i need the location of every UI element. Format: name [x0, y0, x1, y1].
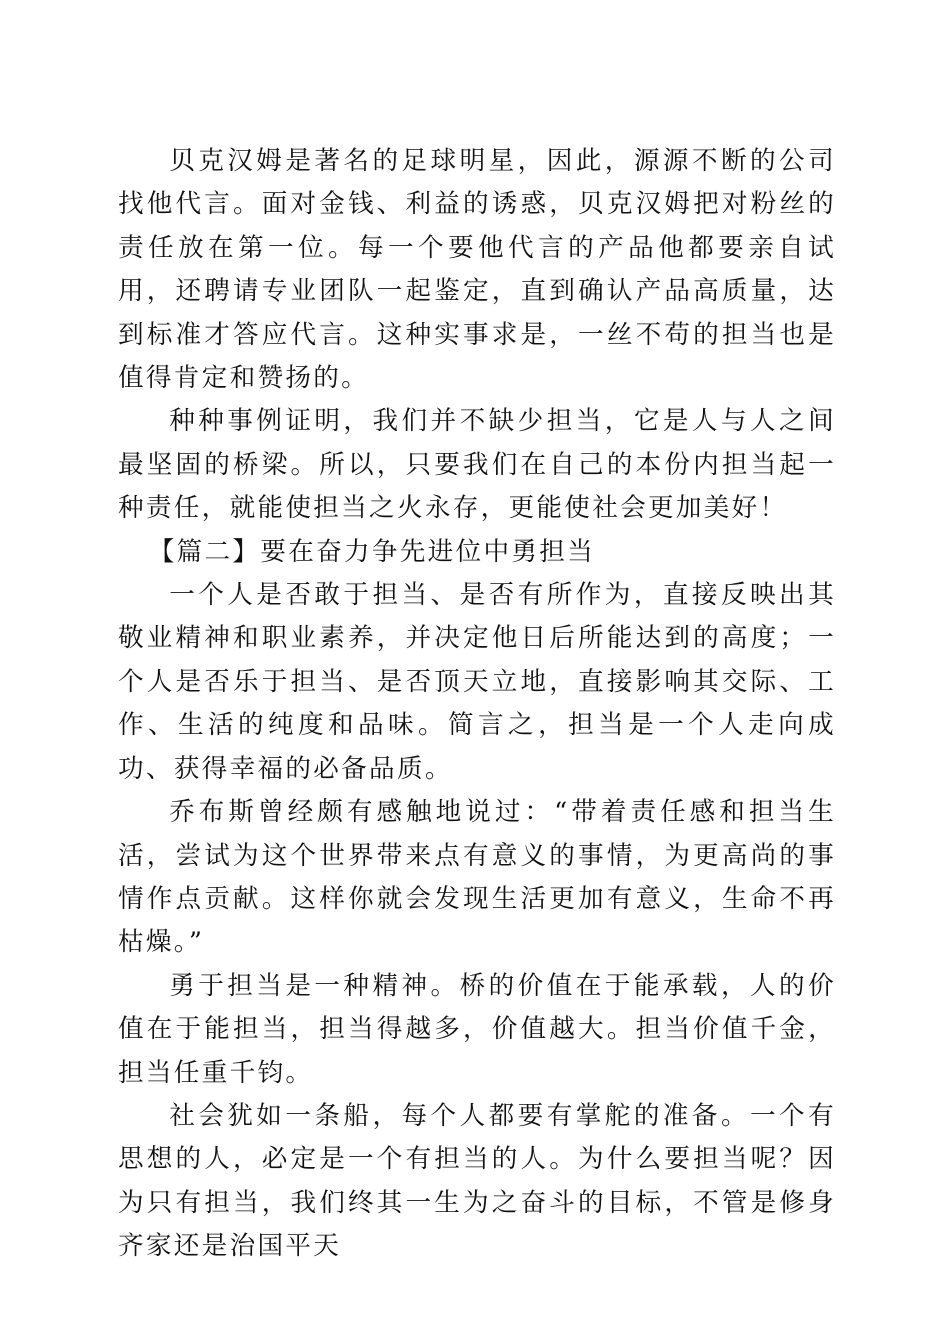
- section-heading: 【篇二】要在奋力争先进位中勇担当: [148, 536, 596, 567]
- paragraph-conclusion: 种种事例证明，我们并不缺少担当，它是人与人之间最坚固的桥梁。所以，只要我们在自己的本份内担当起一种责任，就能使担当之火永存，更能使社会更加美好！: [118, 406, 836, 524]
- paragraph-jobs-quote: 乔布斯曾经颇有感触地说过：“带着责任感和担当生活，尝试为这个世界带来点有意义的事情，为更高尚的事情作点贡献。这样你就会发现生活更加有意义，生命不再枯燥。”: [118, 797, 836, 958]
- document-body: [118, 140, 836, 1269]
- paragraph-intro: 一个人是否敢于担当、是否有所作为，直接反映出其敬业精神和职业素养，并决定他日后所能达到的高度；一个人是否乐于担当、是否顶天立地，直接影响其交际、工作、生活的纯度和品味。简言之，担当是一个人走向成功、获得幸福的必备品质。: [118, 580, 836, 784]
- paragraph-society: 社会犹如一条船，每个人都要有掌舵的准备。一个有思想的人，必定是一个有担当的人。为什么要担当呢？因为只有担当，我们终其一生为之奋斗的目标，不管是修身齐家还是治国平天: [118, 1100, 836, 1262]
- paragraph-spirit: 勇于担当是一种精神。桥的价值在于能承载，人的价值在于能担当，担当得越多，价值越大。担当价值千金，担当任重千钧。: [118, 970, 836, 1088]
- paragraph-beckham: 贝克汉姆是著名的足球明星，因此，源源不断的公司找他代言。面对金钱、利益的诱惑，贝克汉姆把对粉丝的责任放在第一位。每一个要他代言的产品他都要亲自试用，还聘请专业团队一起鉴定，直到确认产品高质量，达到标准才答应代言。这种实事求是，一丝不苟的担当也是值得肯定和赞扬的。: [118, 146, 836, 394]
